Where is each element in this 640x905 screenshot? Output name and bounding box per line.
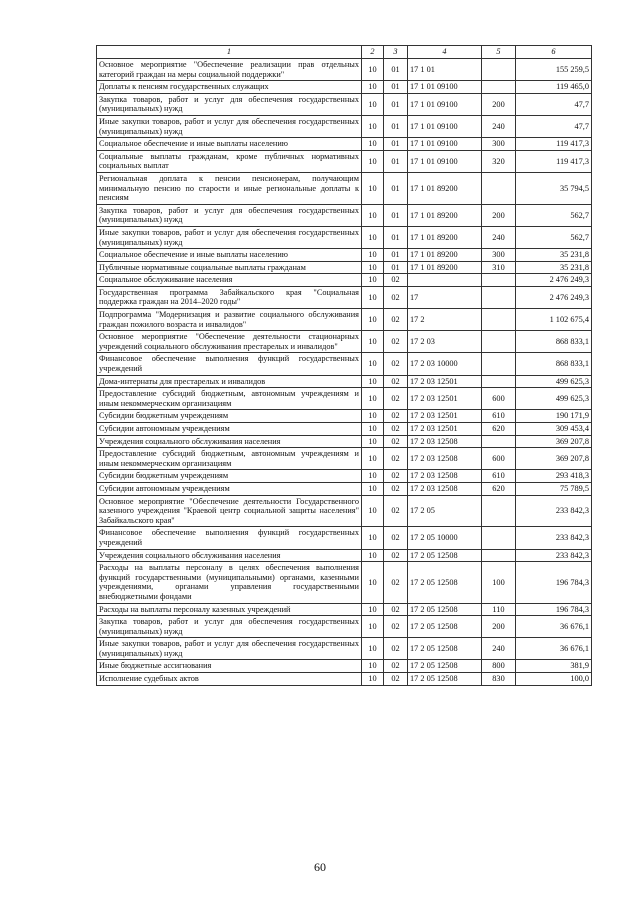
header-cell: 4 — [408, 46, 482, 59]
target-article-cell: 17 2 03 12501 — [408, 410, 482, 423]
amount-cell: 35 231,8 — [516, 261, 592, 274]
target-article-cell: 17 2 03 12508 — [408, 470, 482, 483]
target-article-cell: 17 2 03 12508 — [408, 448, 482, 470]
section-code-cell: 10 — [362, 81, 384, 94]
amount-cell: 35 794,5 — [516, 172, 592, 204]
section-code-cell: 10 — [362, 410, 384, 423]
expense-name-cell: Субсидии бюджетным учреждениям — [97, 470, 362, 483]
amount-cell: 36 676,1 — [516, 638, 592, 660]
expense-type-cell — [482, 549, 516, 562]
target-article-cell: 17 1 01 89200 — [408, 226, 482, 248]
expense-type-cell: 200 — [482, 616, 516, 638]
expense-name-cell: Основное мероприятие "Обеспечение реализации прав отдельных категорий граждан на меры социальной поддержки" — [97, 59, 362, 81]
amount-cell: 868 833,1 — [516, 353, 592, 375]
target-article-cell: 17 1 01 09100 — [408, 93, 482, 115]
expense-name-cell: Основное мероприятие "Обеспечение деятельности стационарных учреждений социального обслуживания престарелых и инвалидов" — [97, 331, 362, 353]
target-article-cell: 17 1 01 09100 — [408, 81, 482, 94]
expense-name-cell: Учреждения социального обслуживания населения — [97, 435, 362, 448]
table-row — [97, 150, 592, 172]
amount-cell: 119 417,3 — [516, 138, 592, 151]
subsection-code-cell: 02 — [384, 495, 408, 527]
section-code-cell: 10 — [362, 673, 384, 686]
expense-type-cell: 610 — [482, 470, 516, 483]
amount-cell: 562,7 — [516, 204, 592, 226]
target-article-cell: 17 2 03 12508 — [408, 435, 482, 448]
table-row — [97, 495, 592, 527]
target-article-cell: 17 2 03 12501 — [408, 423, 482, 436]
expense-name-cell: Закупка товаров, работ и услуг для обеспечения государственных (муниципальных) нужд — [97, 616, 362, 638]
target-article-cell: 17 2 05 12508 — [408, 638, 482, 660]
expense-type-cell — [482, 331, 516, 353]
target-article-cell — [408, 274, 482, 287]
section-code-cell: 10 — [362, 59, 384, 81]
section-code-cell: 10 — [362, 603, 384, 616]
section-code-cell: 10 — [362, 353, 384, 375]
section-code-cell: 10 — [362, 286, 384, 308]
expense-type-cell — [482, 286, 516, 308]
section-code-cell: 10 — [362, 261, 384, 274]
subsection-code-cell: 01 — [384, 261, 408, 274]
amount-cell: 119 417,3 — [516, 150, 592, 172]
section-code-cell: 10 — [362, 138, 384, 151]
expense-name-cell: Социальные выплаты гражданам, кроме публичных нормативных социальных выплат — [97, 150, 362, 172]
target-article-cell: 17 — [408, 286, 482, 308]
expense-type-cell: 310 — [482, 261, 516, 274]
expense-type-cell: 240 — [482, 115, 516, 137]
expense-name-cell: Учреждения социального обслуживания населения — [97, 549, 362, 562]
expense-type-cell — [482, 172, 516, 204]
amount-cell: 233 842,3 — [516, 495, 592, 527]
expense-type-cell: 300 — [482, 249, 516, 262]
expense-name-cell: Социальное обеспечение и иные выплаты населению — [97, 138, 362, 151]
subsection-code-cell: 01 — [384, 115, 408, 137]
expense-type-cell — [482, 527, 516, 549]
table-row — [97, 603, 592, 616]
subsection-code-cell: 02 — [384, 482, 408, 495]
expense-name-cell: Основное мероприятие "Обеспечение деятельности Государственного казенного учреждения "Краевой центр социальной защиты населения" Забайкальского края" — [97, 495, 362, 527]
subsection-code-cell: 02 — [384, 423, 408, 436]
expense-type-cell — [482, 353, 516, 375]
expense-name-cell: Доплаты к пенсиям государственных служащих — [97, 81, 362, 94]
target-article-cell: 17 2 03 12508 — [408, 482, 482, 495]
section-code-cell: 10 — [362, 660, 384, 673]
section-code-cell: 10 — [362, 150, 384, 172]
expense-name-cell: Предоставление субсидий бюджетным, автономным учреждениям и иным некоммерческим организациям — [97, 448, 362, 470]
target-article-cell: 17 1 01 09100 — [408, 115, 482, 137]
table-row — [97, 482, 592, 495]
subsection-code-cell: 02 — [384, 331, 408, 353]
table-row — [97, 375, 592, 388]
subsection-code-cell: 02 — [384, 388, 408, 410]
section-code-cell: 10 — [362, 549, 384, 562]
expense-name-cell: Иные закупки товаров, работ и услуг для обеспечения государственных (муниципальных) нужд — [97, 226, 362, 248]
target-article-cell: 17 1 01 09100 — [408, 150, 482, 172]
target-article-cell: 17 2 03 — [408, 331, 482, 353]
subsection-code-cell: 02 — [384, 353, 408, 375]
header-cell: 1 — [97, 46, 362, 59]
section-code-cell: 10 — [362, 375, 384, 388]
section-code-cell: 10 — [362, 482, 384, 495]
table-row — [97, 115, 592, 137]
amount-cell: 2 476 249,3 — [516, 274, 592, 287]
expense-name-cell: Социальное обслуживание населения — [97, 274, 362, 287]
amount-cell: 196 784,3 — [516, 562, 592, 603]
expense-type-cell — [482, 59, 516, 81]
header-cell: 5 — [482, 46, 516, 59]
section-code-cell: 10 — [362, 93, 384, 115]
expense-type-cell: 100 — [482, 562, 516, 603]
table-row — [97, 172, 592, 204]
expense-type-cell: 620 — [482, 423, 516, 436]
section-code-cell: 10 — [362, 172, 384, 204]
expense-type-cell: 600 — [482, 388, 516, 410]
subsection-code-cell: 02 — [384, 638, 408, 660]
table-row — [97, 204, 592, 226]
budget-table — [96, 45, 592, 686]
expense-type-cell: 110 — [482, 603, 516, 616]
expense-name-cell: Расходы на выплаты персоналу казенных учреждений — [97, 603, 362, 616]
expense-type-cell: 300 — [482, 138, 516, 151]
section-code-cell: 10 — [362, 115, 384, 137]
expense-type-cell: 610 — [482, 410, 516, 423]
target-article-cell: 17 2 05 — [408, 495, 482, 527]
expense-name-cell: Финансовое обеспечение выполнения функций государственных учреждений — [97, 353, 362, 375]
table-row — [97, 81, 592, 94]
header-cell: 3 — [384, 46, 408, 59]
header-cell: 6 — [516, 46, 592, 59]
expense-name-cell: Субсидии автономным учреждениям — [97, 482, 362, 495]
table-row — [97, 353, 592, 375]
expense-name-cell: Иные бюджетные ассигнования — [97, 660, 362, 673]
expense-type-cell: 600 — [482, 448, 516, 470]
amount-cell: 190 171,9 — [516, 410, 592, 423]
target-article-cell: 17 2 05 12508 — [408, 549, 482, 562]
section-code-cell: 10 — [362, 495, 384, 527]
subsection-code-cell: 01 — [384, 204, 408, 226]
section-code-cell: 10 — [362, 423, 384, 436]
subsection-code-cell: 01 — [384, 172, 408, 204]
target-article-cell: 17 2 05 10000 — [408, 527, 482, 549]
target-article-cell: 17 2 — [408, 309, 482, 331]
expense-type-cell — [482, 274, 516, 287]
section-code-cell: 10 — [362, 249, 384, 262]
expense-type-cell — [482, 435, 516, 448]
section-code-cell: 10 — [362, 274, 384, 287]
section-code-cell: 10 — [362, 226, 384, 248]
expense-name-cell: Субсидии автономным учреждениям — [97, 423, 362, 436]
subsection-code-cell: 02 — [384, 375, 408, 388]
target-article-cell: 17 1 01 — [408, 59, 482, 81]
target-article-cell: 17 2 05 12508 — [408, 673, 482, 686]
table-row — [97, 562, 592, 603]
amount-cell: 233 842,3 — [516, 527, 592, 549]
expense-type-cell: 200 — [482, 204, 516, 226]
expense-name-cell: Государственная программа Забайкальского края "Социальная поддержка граждан на 2014–2020 годы" — [97, 286, 362, 308]
expense-type-cell: 240 — [482, 638, 516, 660]
expense-type-cell: 800 — [482, 660, 516, 673]
section-code-cell: 10 — [362, 527, 384, 549]
header-cell: 2 — [362, 46, 384, 59]
subsection-code-cell: 02 — [384, 286, 408, 308]
expense-name-cell: Иные закупки товаров, работ и услуг для обеспечения государственных (муниципальных) нужд — [97, 115, 362, 137]
expense-name-cell: Социальное обеспечение и иные выплаты населению — [97, 249, 362, 262]
section-code-cell: 10 — [362, 470, 384, 483]
page-number: 60 — [314, 860, 326, 874]
expense-name-cell: Расходы на выплаты персоналу в целях обеспечения выполнения функций государственными (муниципальными) органами, казенными учреждениями, органами управления государственными внебюджетными фондами — [97, 562, 362, 603]
subsection-code-cell: 02 — [384, 660, 408, 673]
table-row — [97, 309, 592, 331]
subsection-code-cell: 02 — [384, 435, 408, 448]
subsection-code-cell: 02 — [384, 562, 408, 603]
table-row — [97, 616, 592, 638]
table-row — [97, 388, 592, 410]
expense-type-cell — [482, 495, 516, 527]
target-article-cell: 17 1 01 09100 — [408, 138, 482, 151]
target-article-cell: 17 2 03 12501 — [408, 375, 482, 388]
section-code-cell: 10 — [362, 388, 384, 410]
section-code-cell: 10 — [362, 331, 384, 353]
expense-type-cell — [482, 81, 516, 94]
amount-cell: 119 465,0 — [516, 81, 592, 94]
amount-cell: 36 676,1 — [516, 616, 592, 638]
expense-name-cell: Региональная доплата к пенсии пенсионерам, получающим минимальную пенсию по старости и иные региональные доплаты к пенсиям — [97, 172, 362, 204]
table-row — [97, 527, 592, 549]
target-article-cell: 17 1 01 89200 — [408, 172, 482, 204]
expense-name-cell: Публичные нормативные социальные выплаты гражданам — [97, 261, 362, 274]
table-row — [97, 673, 592, 686]
subsection-code-cell: 02 — [384, 673, 408, 686]
expense-name-cell: Подпрограмма "Модернизация и развитие социального обслуживания граждан пожилого возраста и инвалидов" — [97, 309, 362, 331]
section-code-cell: 10 — [362, 435, 384, 448]
subsection-code-cell: 01 — [384, 81, 408, 94]
table-row — [97, 138, 592, 151]
subsection-code-cell: 02 — [384, 470, 408, 483]
amount-cell: 293 418,3 — [516, 470, 592, 483]
subsection-code-cell: 01 — [384, 226, 408, 248]
subsection-code-cell: 02 — [384, 616, 408, 638]
amount-cell: 2 476 249,3 — [516, 286, 592, 308]
subsection-code-cell: 02 — [384, 549, 408, 562]
expense-name-cell: Иные закупки товаров, работ и услуг для обеспечения государственных (муниципальных) нужд — [97, 638, 362, 660]
subsection-code-cell: 02 — [384, 527, 408, 549]
amount-cell: 155 259,5 — [516, 59, 592, 81]
target-article-cell: 17 2 05 12508 — [408, 562, 482, 603]
amount-cell: 369 207,8 — [516, 435, 592, 448]
expense-name-cell: Закупка товаров, работ и услуг для обеспечения государственных (муниципальных) нужд — [97, 93, 362, 115]
table-row — [97, 410, 592, 423]
section-code-cell: 10 — [362, 448, 384, 470]
amount-cell: 369 207,8 — [516, 448, 592, 470]
table-row — [97, 93, 592, 115]
target-article-cell: 17 1 01 89200 — [408, 249, 482, 262]
subsection-code-cell: 02 — [384, 603, 408, 616]
subsection-code-cell: 01 — [384, 93, 408, 115]
amount-cell: 499 625,3 — [516, 388, 592, 410]
subsection-code-cell: 02 — [384, 410, 408, 423]
expense-type-cell: 830 — [482, 673, 516, 686]
expense-type-cell: 200 — [482, 93, 516, 115]
table-row — [97, 423, 592, 436]
amount-cell: 47,7 — [516, 115, 592, 137]
subsection-code-cell: 02 — [384, 274, 408, 287]
expense-name-cell: Финансовое обеспечение выполнения функций государственных учреждений — [97, 527, 362, 549]
table-row — [97, 435, 592, 448]
table-row — [97, 286, 592, 308]
subsection-code-cell: 01 — [384, 59, 408, 81]
table-row — [97, 470, 592, 483]
expense-type-cell: 620 — [482, 482, 516, 495]
table-row — [97, 249, 592, 262]
expense-name-cell: Исполнение судебных актов — [97, 673, 362, 686]
amount-cell: 309 453,4 — [516, 423, 592, 436]
subsection-code-cell: 02 — [384, 448, 408, 470]
amount-cell: 100,0 — [516, 673, 592, 686]
amount-cell: 1 102 675,4 — [516, 309, 592, 331]
expense-type-cell — [482, 375, 516, 388]
amount-cell: 196 784,3 — [516, 603, 592, 616]
subsection-code-cell: 01 — [384, 249, 408, 262]
section-code-cell: 10 — [362, 616, 384, 638]
target-article-cell: 17 2 05 12508 — [408, 616, 482, 638]
expense-name-cell: Предоставление субсидий бюджетным, автономным учреждениям и иным некоммерческим организациям — [97, 388, 362, 410]
amount-cell: 47,7 — [516, 93, 592, 115]
amount-cell: 35 231,8 — [516, 249, 592, 262]
table-row — [97, 448, 592, 470]
target-article-cell: 17 1 01 89200 — [408, 261, 482, 274]
section-code-cell: 10 — [362, 562, 384, 603]
expense-name-cell: Субсидии бюджетным учреждениям — [97, 410, 362, 423]
target-article-cell: 17 2 03 10000 — [408, 353, 482, 375]
amount-cell: 499 625,3 — [516, 375, 592, 388]
expense-type-cell: 240 — [482, 226, 516, 248]
subsection-code-cell: 01 — [384, 150, 408, 172]
expense-type-cell — [482, 309, 516, 331]
section-code-cell: 10 — [362, 638, 384, 660]
section-code-cell: 10 — [362, 309, 384, 331]
target-article-cell: 17 1 01 89200 — [408, 204, 482, 226]
target-article-cell: 17 2 05 12508 — [408, 660, 482, 673]
table-row — [97, 638, 592, 660]
target-article-cell: 17 2 03 12501 — [408, 388, 482, 410]
subsection-code-cell: 01 — [384, 138, 408, 151]
section-code-cell: 10 — [362, 204, 384, 226]
amount-cell: 868 833,1 — [516, 331, 592, 353]
expense-type-cell: 320 — [482, 150, 516, 172]
expense-name-cell: Дома-интернаты для престарелых и инвалидов — [97, 375, 362, 388]
amount-cell: 75 789,5 — [516, 482, 592, 495]
amount-cell: 233 842,3 — [516, 549, 592, 562]
table-row — [97, 660, 592, 673]
table-row — [97, 274, 592, 287]
table-row — [97, 261, 592, 274]
amount-cell: 562,7 — [516, 226, 592, 248]
table-header-row — [97, 46, 592, 59]
table-body — [97, 46, 592, 686]
table-row — [97, 226, 592, 248]
table-row — [97, 549, 592, 562]
expense-name-cell: Закупка товаров, работ и услуг для обеспечения государственных (муниципальных) нужд — [97, 204, 362, 226]
target-article-cell: 17 2 05 12508 — [408, 603, 482, 616]
amount-cell: 381,9 — [516, 660, 592, 673]
table-row — [97, 59, 592, 81]
subsection-code-cell: 02 — [384, 309, 408, 331]
table-row — [97, 331, 592, 353]
